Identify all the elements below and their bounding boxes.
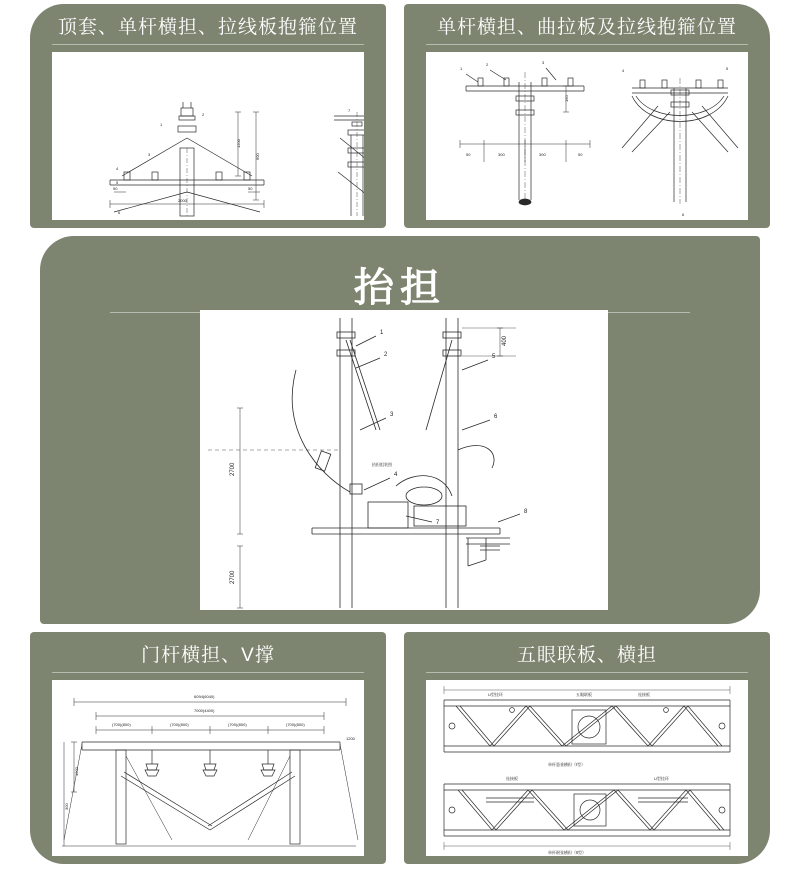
svg-text:五眼联板: 五眼联板 xyxy=(576,692,592,697)
panel-top-right xyxy=(404,4,770,228)
svg-text:6094(6040): 6094(6040) xyxy=(194,694,215,699)
panel-center xyxy=(40,236,760,624)
svg-text:400: 400 xyxy=(502,335,508,346)
drawing-top-left xyxy=(52,52,364,220)
svg-text:单杆悬垂横担（Ⅰ型）: 单杆悬垂横担（Ⅰ型） xyxy=(548,762,586,767)
panel-bottom-right-divider xyxy=(426,672,748,673)
panel-top-left-title: 顶套、单杆横担、拉线板抱箍位置 xyxy=(57,17,358,38)
svg-text:7: 7 xyxy=(436,520,440,526)
svg-text:(700)(800): (700)(800) xyxy=(228,722,247,727)
svg-text:3: 3 xyxy=(148,152,151,157)
svg-text:600: 600 xyxy=(255,153,260,160)
panel-top-right-drawing-plate xyxy=(426,52,748,220)
drawing-bottom-right xyxy=(426,680,748,856)
svg-text:(700)(800): (700)(800) xyxy=(286,722,305,727)
panel-top-left-drawing-plate xyxy=(52,52,364,220)
svg-text:(700)(800): (700)(800) xyxy=(170,722,189,727)
svg-text:1200: 1200 xyxy=(236,139,241,148)
svg-text:4: 4 xyxy=(394,472,398,478)
panel-bottom-left-divider xyxy=(52,672,364,673)
panel-top-right-divider xyxy=(426,44,748,45)
svg-text:300: 300 xyxy=(498,152,505,157)
svg-text:50: 50 xyxy=(466,152,471,157)
svg-text:2: 2 xyxy=(384,352,388,358)
svg-text:2: 2 xyxy=(202,112,205,117)
panel-bottom-left-drawing-plate xyxy=(52,680,364,856)
panel-bottom-right-title: 五眼联板、横担 xyxy=(516,645,657,666)
panel-bottom-left xyxy=(30,632,386,864)
svg-text:2700: 2700 xyxy=(230,570,236,584)
svg-text:50: 50 xyxy=(578,152,583,157)
svg-text:抬担组装图: 抬担组装图 xyxy=(372,462,392,467)
svg-text:50: 50 xyxy=(113,186,118,191)
svg-text:7: 7 xyxy=(348,108,351,113)
panel-bottom-right-drawing-plate xyxy=(426,680,748,856)
svg-text:3: 3 xyxy=(390,412,394,418)
panel-bottom-left-title: 门杆横担、V撑 xyxy=(141,645,275,666)
panel-top-left-divider xyxy=(52,44,364,45)
svg-text:3: 3 xyxy=(542,60,545,65)
panel-top-right-title: 单杆横担、曲拉板及拉线抱箍位置 xyxy=(436,17,737,38)
svg-text:4: 4 xyxy=(622,68,625,73)
svg-text:单杆耐张横担（Ⅱ型）: 单杆耐张横担（Ⅱ型） xyxy=(548,850,586,855)
svg-text:U型挂环: U型挂环 xyxy=(654,776,669,781)
svg-text:300: 300 xyxy=(64,803,69,810)
svg-text:连接板: 连接板 xyxy=(638,692,650,697)
svg-text:连接板: 连接板 xyxy=(506,776,518,781)
svg-text:4: 4 xyxy=(116,166,119,171)
svg-text:1: 1 xyxy=(460,66,463,71)
svg-text:1: 1 xyxy=(380,330,384,336)
svg-text:7000(4400): 7000(4400) xyxy=(194,708,215,713)
svg-text:6: 6 xyxy=(494,414,498,420)
svg-text:300: 300 xyxy=(539,152,546,157)
panel-bottom-right xyxy=(404,632,770,864)
svg-text:(700)(800): (700)(800) xyxy=(112,722,131,727)
svg-text:2000: 2000 xyxy=(178,198,187,203)
svg-text:8: 8 xyxy=(524,509,528,515)
drawing-center xyxy=(200,310,608,610)
svg-text:1200: 1200 xyxy=(346,736,355,741)
svg-text:1200: 1200 xyxy=(74,767,79,776)
panel-top-left xyxy=(30,4,386,228)
svg-text:5: 5 xyxy=(116,180,119,185)
svg-text:6: 6 xyxy=(682,212,685,217)
svg-text:50: 50 xyxy=(248,186,253,191)
drawing-bottom-left xyxy=(52,680,364,856)
drawing-top-right xyxy=(426,52,748,220)
svg-text:150: 150 xyxy=(564,95,569,102)
panel-center-title: 抬担 xyxy=(354,266,446,310)
svg-text:2700: 2700 xyxy=(230,462,236,476)
svg-text:2: 2 xyxy=(486,62,489,67)
svg-text:5: 5 xyxy=(726,66,729,71)
svg-text:1: 1 xyxy=(160,122,163,127)
svg-text:5: 5 xyxy=(492,354,496,360)
svg-text:6: 6 xyxy=(118,210,121,215)
svg-text:U型挂环: U型挂环 xyxy=(488,692,503,697)
panel-center-drawing-plate xyxy=(200,310,608,610)
